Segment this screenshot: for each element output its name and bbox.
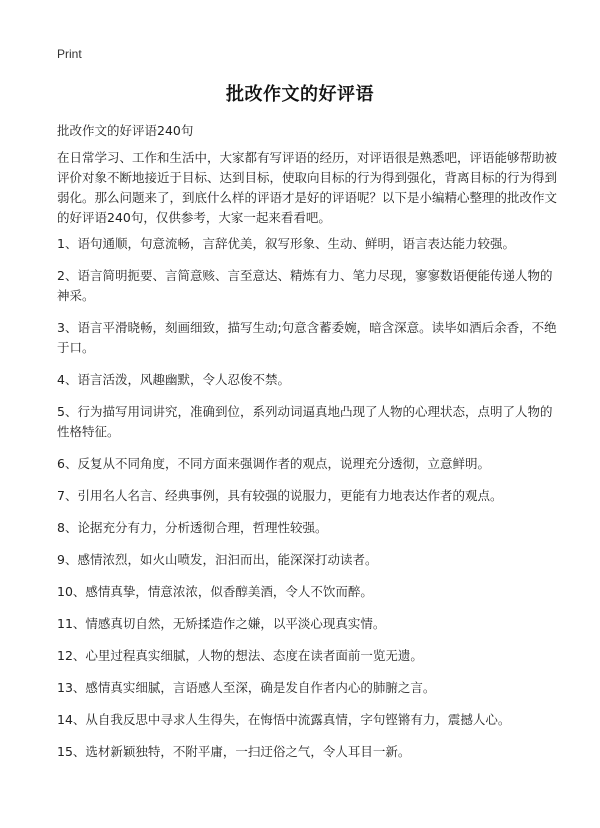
list-item: 2、语言简明扼要、言简意赅、言至意达、精炼有力、笔力尽现，寥寥数语便能传递人物的神采。 [57,268,553,303]
list-item: 13、感情真实细腻，言语感人至深，确是发自作者内心的肺腑之言。 [57,680,436,695]
intro-paragraph: 在日常学习、工作和生活中，大家都有写评语的经历，对评语很是熟悉吧，评语能够帮助被评价对象不断地接近于目标、达到目标，使取向目标的行为得到强化，背离目标的行为得到弱化。那么问题来了，到底什么样的评语才是好的评语呢？以下是小编精心整理的批改作文的好评语240句，仅供参考，大家一起来看看吧。 [57,150,558,225]
comment-list [57,234,557,774]
list-item: 15、选材新颖独特，不附平庸，一扫迂俗之气，令人耳目一新。 [57,744,411,759]
list-item: 6、反复从不同角度，不同方面来强调作者的观点，说理充分透彻，立意鲜明。 [57,456,490,471]
list-item: 5、行为描写用词讲究，准确到位，系列动词逼真地凸现了人物的心理状态，点明了人物的性格特征。 [57,404,553,439]
print-link[interactable]: Print [57,47,82,61]
list-item: 1、语句通顺，句意流畅，言辞优美，叙写形象、生动、鲜明，语言表达能力较强。 [57,236,515,251]
page-subtitle: 批改作文的好评语240句 [57,123,194,138]
list-item: 8、论据充分有力，分析透彻合理，哲理性较强。 [57,520,328,535]
list-item: 10、感情真挚，情意浓浓，似香醇美酒，令人不饮而醉。 [57,584,373,599]
list-item: 7、引用名人名言、经典事例，具有较强的说服力，更能有力地表达作者的观点。 [57,488,503,503]
list-item: 14、从自我反思中寻求人生得失，在悔悟中流露真情，字句铿锵有力，震撼人心。 [57,712,511,727]
list-item: 3、语言平滑晓畅，刻画细致，描写生动;句意含蓄委婉，暗含深意。读毕如酒后余香，不绝于口。 [57,320,557,355]
list-item: 11、情感真切自然，无矫揉造作之嫌，以平淡心现真实情。 [57,616,386,631]
list-item: 9、感情浓烈，如火山喷发，汩汩而出，能深深打动读者。 [57,552,378,567]
page-title: 批改作文的好评语 [226,84,374,105]
list-item: 4、语言活泼，风趣幽默，令人忍俊不禁。 [57,372,290,387]
list-item: 12、心里过程真实细腻，人物的想法、态度在读者面前一览无遗。 [57,648,423,663]
